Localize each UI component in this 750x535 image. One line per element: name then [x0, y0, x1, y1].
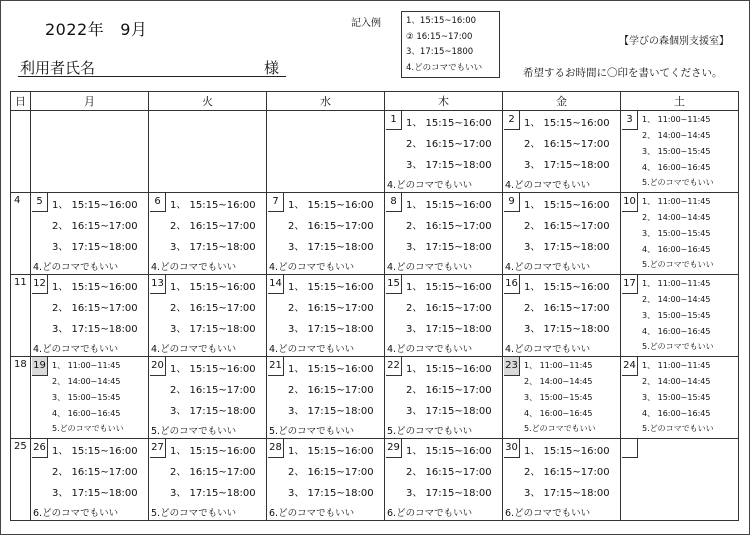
honorific-label: 様 [264, 59, 280, 77]
time-slot-option[interactable]: 4、 16:00~16:45 [642, 245, 711, 254]
time-slot-option[interactable]: 3、 17:15~18:00 [52, 488, 138, 499]
day-cell-holiday [31, 357, 149, 439]
any-slot-option[interactable]: 4.どのコマでもいい [33, 262, 119, 273]
time-slot-option[interactable]: 2、 14:00~14:45 [642, 213, 711, 222]
day-cell-holiday [503, 357, 621, 439]
any-slot-option[interactable]: 5.どのコマでもいい [269, 426, 355, 437]
time-slot-option[interactable]: 1、 15:15~16:00 [524, 200, 610, 211]
week-row [11, 439, 739, 521]
time-slot-option[interactable]: 1、 11:00~11:45 [524, 361, 593, 370]
time-slot-option[interactable]: 2、 16:15~17:00 [406, 303, 492, 314]
any-slot-option[interactable]: 5.どのコマでもいい [524, 424, 596, 433]
day-cell [503, 439, 621, 521]
instruction-text: 希望するお時間に〇印を書いてください。 [523, 67, 723, 79]
day-number: 4 [14, 195, 21, 206]
any-slot-option[interactable]: 6.どのコマでもいい [505, 508, 591, 519]
time-slot-option[interactable]: 3、 17:15~18:00 [52, 242, 138, 253]
weekday-header: 月 [31, 92, 149, 111]
month-label: 9月 [120, 20, 148, 39]
time-slot-option[interactable]: 3、 17:15~18:00 [288, 488, 374, 499]
any-slot-option[interactable]: 4.どのコマでもいい [505, 262, 591, 273]
day-cell [267, 193, 385, 275]
time-slot-option[interactable]: 2、 16:15~17:00 [288, 467, 374, 478]
time-slot-option[interactable]: 2、 16:15~17:00 [170, 303, 256, 314]
day-number: 10 [622, 193, 638, 212]
time-slot-option[interactable]: 3、 17:15~18:00 [524, 160, 610, 171]
time-slot-option[interactable]: 3、 15:00~15:45 [642, 311, 711, 320]
time-slot-option[interactable]: 3、 15:00~15:45 [642, 393, 711, 402]
time-slot-option[interactable]: 3、 15:00~15:45 [642, 147, 711, 156]
time-slot-option[interactable]: 3、 17:15~18:00 [524, 242, 610, 253]
time-slot-option[interactable]: 4、 16:00~16:45 [52, 409, 121, 418]
any-slot-option[interactable]: 4.どのコマでもいい [505, 344, 591, 355]
page-title [45, 17, 147, 40]
day-cell [503, 193, 621, 275]
day-cell [31, 275, 149, 357]
time-slot-option[interactable]: 4、 16:00~16:45 [524, 409, 593, 418]
day-number: 18 [14, 359, 27, 370]
time-slot-option[interactable]: 3、 17:15~18:00 [406, 324, 492, 335]
weekday-header: 火 [149, 92, 267, 111]
day-cell [385, 275, 503, 357]
time-slot-option[interactable]: 3、 17:15~18:00 [288, 242, 374, 253]
day-cell [149, 193, 267, 275]
day-number: 1 [386, 111, 402, 130]
day-cell-saturday [621, 193, 739, 275]
time-slot-option[interactable]: 1、 15:15~16:00 [52, 282, 138, 293]
day-cell-saturday [621, 111, 739, 193]
time-slot-option[interactable]: 3、 17:15~18:00 [288, 324, 374, 335]
time-slot-option[interactable]: 3、 17:15~18:00 [524, 488, 610, 499]
time-slot-option[interactable]: 3、 15:00~15:45 [524, 393, 593, 402]
day-cell [267, 275, 385, 357]
day-number: 21 [268, 357, 284, 376]
any-slot-option[interactable]: 4.どのコマでもいい [151, 262, 237, 273]
day-number-empty [622, 439, 638, 458]
day-cell [385, 439, 503, 521]
time-slot-option[interactable]: 4、 16:00~16:45 [642, 327, 711, 336]
day-number: 30 [504, 439, 520, 458]
time-slot-option[interactable]: 1、 15:15~16:00 [524, 282, 610, 293]
any-slot-option[interactable]: 5.どのコマでもいい [52, 424, 124, 433]
any-slot-option[interactable]: 5.どのコマでもいい [151, 426, 237, 437]
day-cell-saturday [621, 357, 739, 439]
day-cell [503, 275, 621, 357]
time-slot-option[interactable]: 1、 15:15~16:00 [524, 446, 610, 457]
day-number: 3 [622, 111, 638, 130]
any-slot-option[interactable]: 4.どのコマでもいい [33, 344, 119, 355]
time-slot-option[interactable]: 1、 15:15~16:00 [406, 282, 492, 293]
day-cell-empty [621, 439, 739, 521]
time-slot-option[interactable]: 2、 16:15~17:00 [288, 385, 374, 396]
time-slot-option[interactable]: 2、 16:15~17:00 [170, 385, 256, 396]
any-slot-option[interactable]: 4.どのコマでもいい [387, 180, 473, 191]
weekday-header: 水 [267, 92, 385, 111]
time-slot-option[interactable]: 2、 16:15~17:00 [52, 467, 138, 478]
day-number: 13 [150, 275, 166, 294]
any-slot-option[interactable]: 5.どのコマでもいい [642, 178, 714, 187]
time-slot-option[interactable]: 1、 11:00~11:45 [642, 115, 711, 124]
time-slot-option[interactable]: 4、 16:00~16:45 [642, 409, 711, 418]
day-number: 8 [386, 193, 402, 212]
time-slot-option[interactable]: 1、 15:15~16:00 [52, 200, 138, 211]
example-item: 4.どのコマでもいい [406, 62, 483, 73]
day-number: 2 [504, 111, 520, 130]
time-slot-option[interactable]: 1、 15:15~16:00 [406, 200, 492, 211]
time-slot-option[interactable]: 1、 15:15~16:00 [406, 118, 492, 129]
user-name-field[interactable] [18, 76, 286, 77]
time-slot-option[interactable]: 1、 15:15~16:00 [406, 364, 492, 375]
day-number: 11 [14, 277, 27, 288]
day-cell [149, 357, 267, 439]
time-slot-option[interactable]: 2、 16:15~17:00 [406, 139, 492, 150]
day-number: 9 [504, 193, 520, 212]
time-slot-option[interactable]: 1、 15:15~16:00 [288, 200, 374, 211]
time-slot-option[interactable]: 1、 15:15~16:00 [288, 364, 374, 375]
time-slot-option[interactable]: 2、 14:00~14:45 [524, 377, 593, 386]
time-slot-option[interactable]: 4、 16:00~16:45 [642, 163, 711, 172]
any-slot-option[interactable]: 4.どのコマでもいい [505, 180, 591, 191]
holiday-day-number: 23 [504, 357, 520, 376]
day-number: 6 [150, 193, 166, 212]
day-number: 7 [268, 193, 284, 212]
time-slot-option[interactable]: 1、 11:00~11:45 [642, 361, 711, 370]
day-cell-empty [11, 111, 31, 193]
time-slot-option[interactable]: 3、 17:15~18:00 [288, 406, 374, 417]
weekday-header-row [11, 92, 739, 111]
any-slot-option[interactable]: 4.どのコマでもいい [151, 344, 237, 355]
day-number: 16 [504, 275, 520, 294]
day-cell [385, 357, 503, 439]
day-number: 20 [150, 357, 166, 376]
time-slot-option[interactable]: 2、 16:15~17:00 [524, 303, 610, 314]
time-slot-option[interactable]: 3、 17:15~18:00 [406, 406, 492, 417]
day-cell [31, 439, 149, 521]
time-slot-option[interactable]: 2、 16:15~17:00 [288, 303, 374, 314]
time-slot-option[interactable]: 3、 17:15~18:00 [406, 160, 492, 171]
week-row [11, 275, 739, 357]
any-slot-option[interactable]: 6.どのコマでもいい [387, 508, 473, 519]
day-number: 27 [150, 439, 166, 458]
time-slot-option[interactable]: 2、 14:00~14:45 [642, 295, 711, 304]
example-box [401, 11, 500, 78]
calendar-table [10, 91, 739, 521]
year-label: 2022年 [45, 20, 105, 39]
time-slot-option[interactable]: 1、 11:00~11:45 [642, 197, 711, 206]
time-slot-option[interactable]: 3、 15:00~15:45 [52, 393, 121, 402]
time-slot-option[interactable]: 3、 17:15~18:00 [406, 242, 492, 253]
time-slot-option[interactable]: 2、 16:15~17:00 [524, 139, 610, 150]
time-slot-option[interactable]: 1、 11:00~11:45 [642, 279, 711, 288]
time-slot-option[interactable]: 2、 14:00~14:45 [52, 377, 121, 386]
time-slot-option[interactable]: 3、 17:15~18:00 [170, 324, 256, 335]
time-slot-option[interactable]: 1、 15:15~16:00 [524, 118, 610, 129]
time-slot-option[interactable]: 3、 17:15~18:00 [170, 488, 256, 499]
week-row [11, 111, 739, 193]
time-slot-option[interactable]: 2、 16:15~17:00 [406, 221, 492, 232]
day-number: 5 [32, 193, 48, 212]
week-row [11, 193, 739, 275]
time-slot-option[interactable]: 2、 16:15~17:00 [406, 467, 492, 478]
day-number: 12 [32, 275, 48, 294]
day-cell-empty [267, 111, 385, 193]
example-title: 記入例 [351, 18, 381, 29]
example-item: 1、15:15~16:00 [406, 16, 477, 26]
day-cell-saturday [621, 275, 739, 357]
day-number: 29 [386, 439, 402, 458]
weekday-header: 金 [503, 92, 621, 111]
day-cell [385, 193, 503, 275]
any-slot-option[interactable]: 4.どのコマでもいい [387, 262, 473, 273]
any-slot-option[interactable]: 6.どのコマでもいい [269, 508, 355, 519]
weekday-header: 木 [385, 92, 503, 111]
sunday-cell [11, 439, 31, 521]
day-cell-empty [31, 111, 149, 193]
time-slot-option[interactable]: 2、 16:15~17:00 [52, 303, 138, 314]
day-cell [385, 111, 503, 193]
example-item: 3、17:15~1800 [406, 47, 474, 57]
time-slot-option[interactable]: 2、 16:15~17:00 [170, 221, 256, 232]
time-slot-option[interactable]: 1、 15:15~16:00 [406, 446, 492, 457]
holiday-day-number: 19 [32, 357, 48, 376]
time-slot-option[interactable]: 2、 16:15~17:00 [288, 221, 374, 232]
time-slot-option[interactable]: 1、 15:15~16:00 [288, 282, 374, 293]
time-slot-option[interactable]: 1、 15:15~16:00 [52, 446, 138, 457]
time-slot-option[interactable]: 3、 17:15~18:00 [524, 324, 610, 335]
any-slot-option[interactable]: 5.どのコマでもいい [387, 426, 473, 437]
time-slot-option[interactable]: 2、 16:15~17:00 [170, 467, 256, 478]
day-number: 25 [14, 441, 27, 452]
any-slot-option[interactable]: 4.どのコマでもいい [269, 344, 355, 355]
day-cell [267, 439, 385, 521]
sunday-cell [11, 275, 31, 357]
time-slot-option[interactable]: 2、 14:00~14:45 [642, 131, 711, 140]
user-name-label: 利用者氏名 [20, 59, 96, 77]
any-slot-option[interactable]: 4.どのコマでもいい [269, 262, 355, 273]
time-slot-option[interactable]: 3、 17:15~18:00 [52, 324, 138, 335]
time-slot-option[interactable]: 2、 16:15~17:00 [524, 467, 610, 478]
day-cell [149, 439, 267, 521]
time-slot-option[interactable]: 1、 11:00~11:45 [52, 361, 121, 370]
any-slot-option[interactable]: 5.どのコマでもいい [642, 342, 714, 351]
time-slot-option[interactable]: 3、 15:00~15:45 [642, 229, 711, 238]
week-row [11, 357, 739, 439]
time-slot-option[interactable]: 3、 17:15~18:00 [170, 406, 256, 417]
day-cell [31, 193, 149, 275]
time-slot-option[interactable]: 1、 15:15~16:00 [170, 200, 256, 211]
time-slot-option[interactable]: 1、 15:15~16:00 [170, 364, 256, 375]
time-slot-option[interactable]: 2、 16:15~17:00 [52, 221, 138, 232]
any-slot-option[interactable]: 5.どのコマでもいい [642, 260, 714, 269]
sunday-cell [11, 193, 31, 275]
day-number: 26 [32, 439, 48, 458]
any-slot-option[interactable]: 5.どのコマでもいい [642, 424, 714, 433]
day-number: 15 [386, 275, 402, 294]
weekday-header: 日 [11, 92, 31, 111]
time-slot-option[interactable]: 3、 17:15~18:00 [170, 242, 256, 253]
time-slot-option[interactable]: 1、 15:15~16:00 [170, 282, 256, 293]
time-slot-option[interactable]: 1、 15:15~16:00 [288, 446, 374, 457]
day-cell [503, 111, 621, 193]
day-number: 22 [386, 357, 402, 376]
sunday-cell [11, 357, 31, 439]
day-cell [149, 275, 267, 357]
example-item: ② 16:15~17:00 [406, 31, 473, 42]
day-number: 24 [622, 357, 638, 376]
any-slot-option[interactable]: 5.どのコマでもいい [151, 508, 237, 519]
time-slot-option[interactable]: 2、 14:00~14:45 [642, 377, 711, 386]
day-number: 14 [268, 275, 284, 294]
time-slot-option[interactable]: 1、 15:15~16:00 [170, 446, 256, 457]
day-number: 17 [622, 275, 638, 294]
organization-name: 【学びの森個別支援室】 [619, 36, 729, 47]
any-slot-option[interactable]: 4.どのコマでもいい [387, 344, 473, 355]
time-slot-option[interactable]: 2、 16:15~17:00 [406, 385, 492, 396]
day-cell [267, 357, 385, 439]
weekday-header: 土 [621, 92, 739, 111]
any-slot-option[interactable]: 6.どのコマでもいい [33, 508, 119, 519]
time-slot-option[interactable]: 3、 17:15~18:00 [406, 488, 492, 499]
day-cell-empty [149, 111, 267, 193]
day-number: 28 [268, 439, 284, 458]
time-slot-option[interactable]: 2、 16:15~17:00 [524, 221, 610, 232]
